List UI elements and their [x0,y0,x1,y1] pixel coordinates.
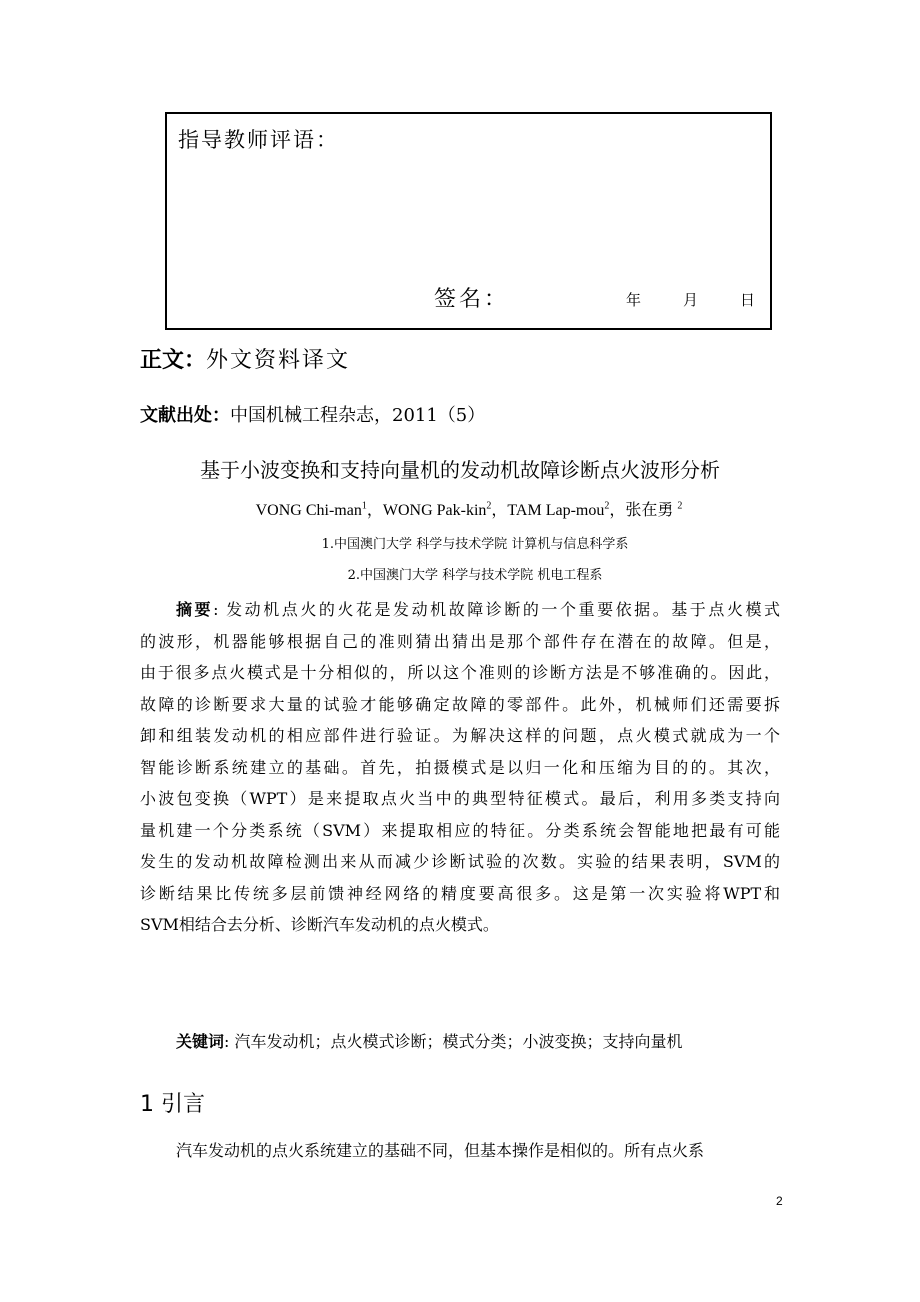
source-label: 文献出处： [140,405,230,426]
abstract-line: 智能诊断系统建立的基础。首先，拍摄模式是以归一化和压缩为目的的。其次， [140,757,780,777]
abstract-line: 卸和组装发动机的相应部件进行验证。为解决这样的问题，点火模式就成为一个 [140,726,780,745]
source-line [140,401,485,427]
day-label: 日 [740,291,756,309]
keywords-label: 关键词 [176,1032,225,1051]
author: TAM Lap-mou$^2$， [507,500,626,519]
section-heading: 1 引言 [140,1092,205,1117]
paper-title: 基于小波变换和支持向量机的发动机故障诊断点火波形分析 [200,458,720,482]
keywords-line [176,1029,683,1052]
abstract-label: 摘要 [176,600,214,619]
abstract-paragraph [140,594,780,941]
section-title-bold: 正文： [140,348,207,373]
author: VONG Chi-man$^1$， [255,500,383,519]
author: WONG Pak-kin$^2$， [382,500,508,519]
abstract-line: 摘要: 发动机点火的火花是发动机故障诊断的一个重要依据。基于点火模式 [176,600,780,619]
keywords-value: : 汽车发动机；点火模式诊断；模式分类；小波变换；支持向量机 [224,1032,683,1051]
signature-label: 签名： [434,287,510,312]
year-label: 年 [626,291,642,309]
abstract-line: 发生的发动机故障检测出来从而减少诊断试验的次数。实验的结果表明，SVM的 [140,852,780,871]
affiliation: 1.中国澳门大学 科学与技术学院 计算机与信息科学系 [321,537,629,552]
author-list [0,497,920,520]
abstract-line: 故障的诊断要求大量的试验才能够确定故障的零部件。此外，机械师们还需要拆 [140,694,780,714]
abstract-line: 小波包变换（WPT）是来提取点火当中的典型特征模式。最后，利用多类支持向 [140,789,780,808]
page-number: 2 [776,1194,783,1208]
abstract-line: 诊断结果比传统多层前馈神经网络的精度要高很多。这是第一次实验将WPT和 [140,883,780,903]
author: 张在勇 $^2$ [625,500,683,519]
teacher-comment-label: 指导教师评语： [178,128,339,152]
intro-paragraph: 汽车发动机的点火系统建立的基础不同，但基本操作是相似的。所有点火系 [176,1141,705,1160]
abstract-line: 量机建一个分类系统（SVM）来提取相应的特征。分类系统会智能地把最有可能 [140,820,780,840]
affiliation: 2.中国澳门大学 科学与技术学院 机电工程系 [347,568,603,583]
abstract-line: 由于很多点火模式是十分相似的，所以这个准则的诊断方法是不够准确的。因此， [140,663,780,682]
section-title [140,343,350,374]
abstract-line: SVM相结合去分析、诊断汽车发动机的点火模式。 [140,915,499,934]
month-label: 月 [683,291,699,309]
source-value: 中国机械工程杂志，2011（5） [230,405,486,426]
abstract-line: 的波形，机器能够根据自己的准则猜出猜出是那个部件存在潜在的故障。但是， [140,631,780,651]
section-title-rest: 外文资料译文 [206,348,351,373]
